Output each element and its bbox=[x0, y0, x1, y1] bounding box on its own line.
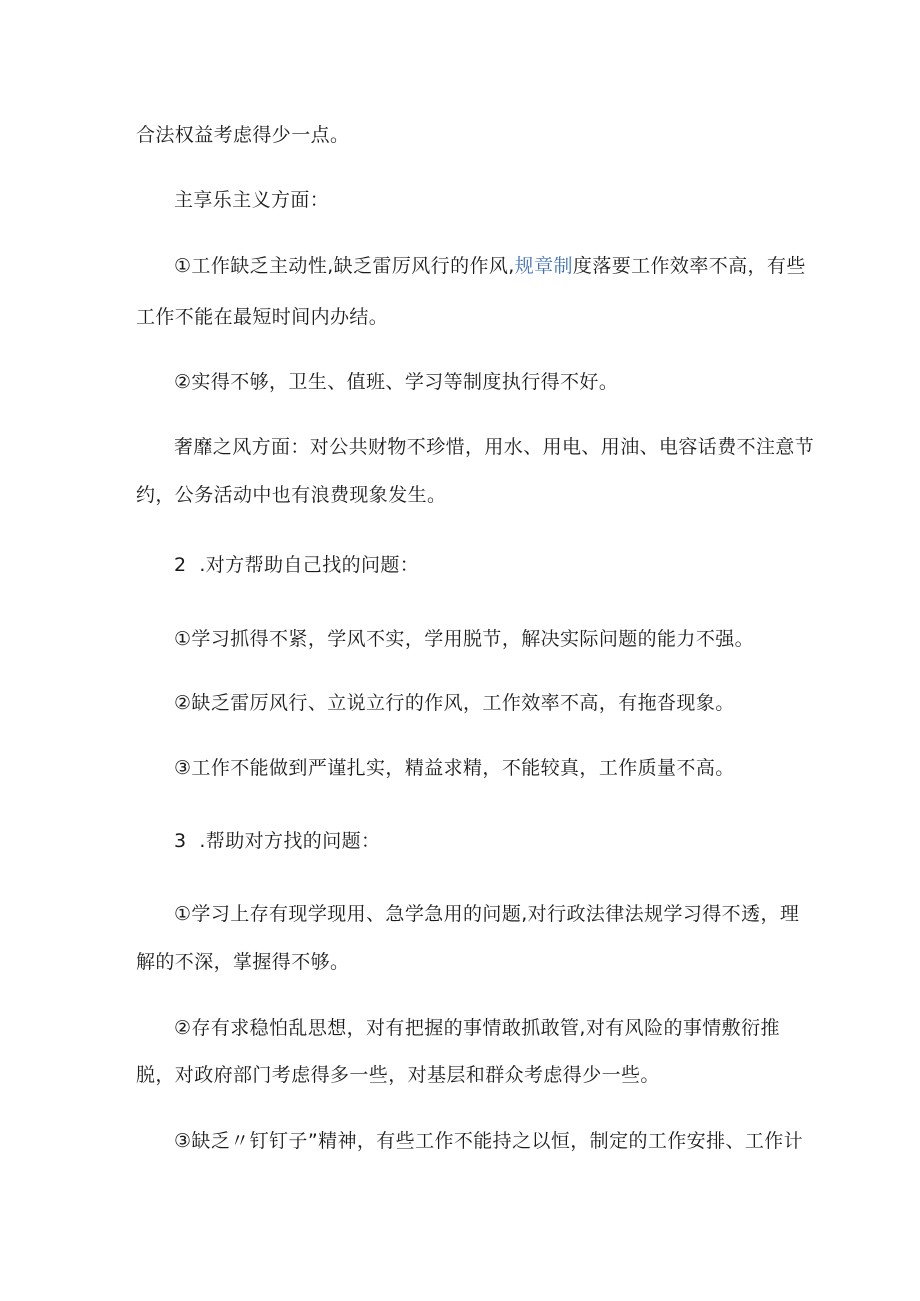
link-text[interactable]: 规章制 bbox=[514, 255, 573, 277]
line-text: 度落要工作效率不高，有些 bbox=[572, 255, 806, 277]
paragraph-line: 合法权益考虑得少一点。 bbox=[136, 124, 350, 146]
list-item: ③缺乏〃钉钉子”精神，有些工作不能持之以恒，制定的工作安排、工作计 bbox=[174, 1130, 804, 1152]
list-item: ③工作不能做到严谨扎实，精益求精，不能较真，工作质量不高。 bbox=[174, 757, 735, 779]
section-heading: 2 .对方帮助自己找的问题： bbox=[174, 554, 420, 576]
paragraph-line: 工作不能在最短时间内办结。 bbox=[136, 306, 389, 328]
paragraph-line bbox=[174, 253, 806, 279]
paragraph-line: ②实得不够，卫生、值班、学习等制度执行得不好。 bbox=[174, 371, 619, 393]
list-item: ②缺乏雷厉风行、立说立行的作风，工作效率不高，有拖沓现象。 bbox=[174, 692, 735, 714]
paragraph-line: 约，公务活动中也有浪费现象发生。 bbox=[136, 484, 447, 506]
line-text: ①工作缺乏主动性,缺乏雷厉风行的作风, bbox=[174, 255, 515, 277]
list-item: ①学习上存有现学现用、急学急用的问题,对行政法律法规学习得不透，理 bbox=[174, 903, 800, 925]
list-item: 解的不深，掌握得不够。 bbox=[136, 951, 350, 973]
section-heading: 3 .帮助对方找的问题： bbox=[174, 830, 381, 852]
section-heading: 主享乐主义方面： bbox=[174, 189, 330, 211]
list-item: 脱，对政府部门考虑得多一些，对基层和群众考虑得少一些。 bbox=[136, 1064, 660, 1086]
paragraph-line: 奢靡之风方面：对公共财物不珍惜，用水、用电、用油、电容话费不注意节 bbox=[174, 436, 815, 458]
list-item: ①学习抓得不紧，学风不实，学用脱节，解决实际问题的能力不强。 bbox=[174, 628, 755, 650]
list-item: ②存有求稳怕乱思想，对有把握的事情敢抓敢管,对有风险的事情敷衍推 bbox=[174, 1017, 780, 1039]
